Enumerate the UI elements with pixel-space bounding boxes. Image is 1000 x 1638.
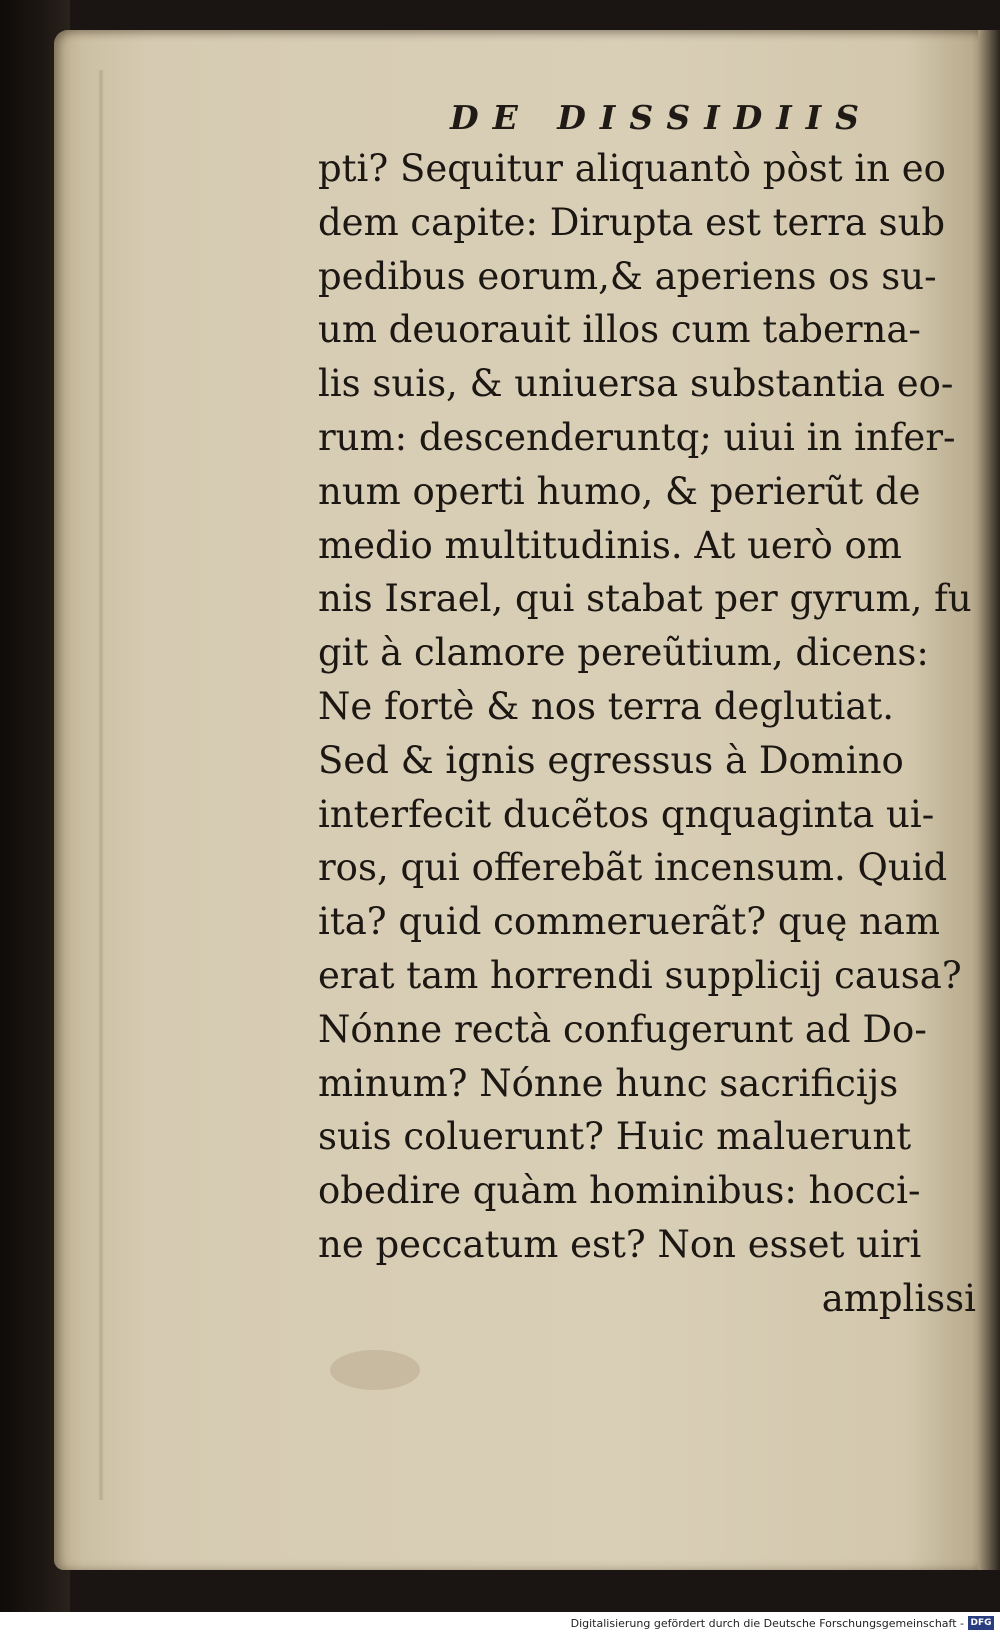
text-line: medio multitudinis. At uerò om (318, 523, 902, 567)
text-line: dem capite: Dirupta est terra sub (318, 200, 946, 244)
text-line: erat tam horrendi supplicij causa? (318, 953, 962, 997)
text-line: lis suis, & uniuersa substantia eo- (318, 362, 954, 406)
text-line: ne peccatum est? Non esset uiri (318, 1222, 922, 1266)
text-line: ros, qui offerebãt incensum. Quid (318, 846, 948, 890)
text-line: num operti humo, & perierũt de (318, 469, 921, 513)
text-line: um deuorauit illos cum taberna- (318, 308, 921, 352)
catchword: amplissi (821, 1276, 976, 1320)
ink-smudge (330, 1350, 420, 1390)
text-line: Ne fortè & nos terra deglutiat. (318, 684, 895, 728)
text-line: nis Israel, qui stabat per gyrum, fu (318, 577, 972, 621)
text-line: obedire quàm hominibus: hocci- (318, 1169, 921, 1213)
text-line: Nónne rectà confugerunt ad Do- (318, 1007, 927, 1051)
text-line: pedibus eorum,& aperiens os su- (318, 254, 937, 298)
text-line: git à clamore pereũtium, dicens: (318, 631, 929, 675)
text-line: minum? Nónne hunc sacrificijs (318, 1061, 899, 1105)
page-text-block (318, 142, 986, 1326)
running-header: DE DISSIDIIS (450, 98, 874, 137)
text-line: ita? quid commeruerãt? quę nam (318, 900, 940, 944)
funding-credit: Digitalisierung gefördert durch die Deutsche Forschungsgemeinschaft - (570, 1617, 964, 1630)
text-line: pti? Sequitur aliquantò pòst in eo (318, 147, 946, 190)
text-line: suis coluerunt? Huic maluerunt (318, 1115, 912, 1159)
text-line: interfecit ducẽtos qnquaginta ui- (318, 792, 935, 836)
footer-bar (0, 1612, 1000, 1638)
page-gutter-crease (98, 70, 104, 1500)
text-line: rum: descenderuntq; uiui in infer- (318, 415, 956, 459)
dfg-logo: DFG (968, 1616, 994, 1630)
text-line: Sed & ignis egressus à Domino (318, 738, 904, 782)
